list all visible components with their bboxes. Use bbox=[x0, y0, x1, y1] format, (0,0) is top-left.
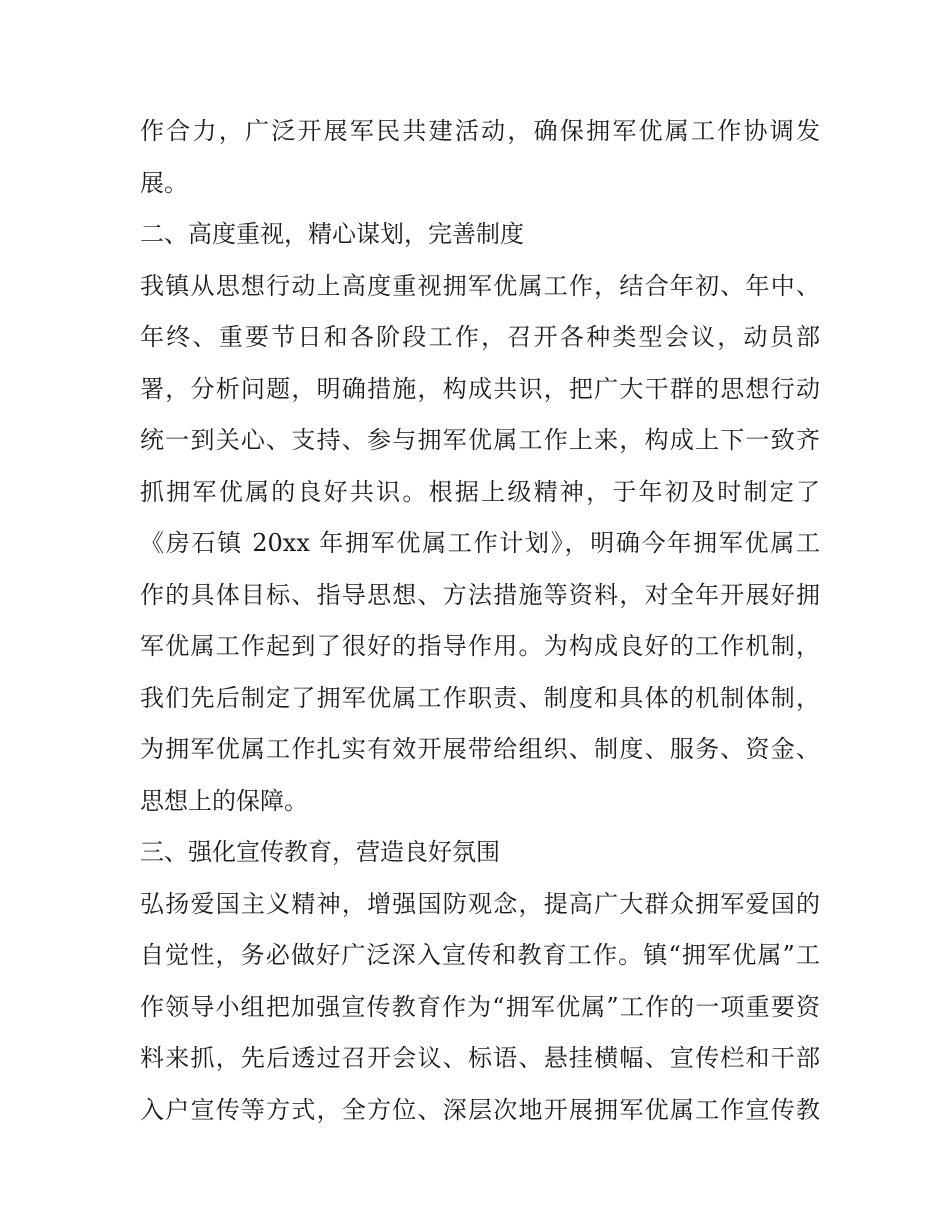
text-line: 我镇从思想行动上高度重视拥军优属工作，结合年初、年中、 bbox=[140, 271, 820, 300]
text-line: 弘扬爱国主义精神，增强国防观念，提高广大群众拥军爱国的 bbox=[140, 889, 820, 918]
text-line: 展。 bbox=[140, 168, 188, 197]
document-body bbox=[140, 106, 820, 1136]
text-line: 《房石镇 20xx 年拥军优属工作计划》，明确今年拥军优属工 bbox=[140, 529, 820, 557]
section-heading: 三、强化宣传教育，营造良好氛围 bbox=[140, 838, 500, 866]
text-line: 署，分析问题，明确措施，构成共识，把广大干群的思想行动 bbox=[140, 374, 820, 403]
text-line: 军优属工作起到了很好的指导作用。为构成良好的工作机制， bbox=[140, 632, 820, 660]
text-line: 统一到关心、支持、参与拥军优属工作上来，构成上下一致齐 bbox=[140, 426, 820, 454]
text-line: 为拥军优属工作扎实有效开展带给组织、制度、服务、资金、 bbox=[140, 735, 820, 763]
text-line: 思想上的保障。 bbox=[140, 786, 308, 815]
text-line: 料来抓，先后透过召开会议、标语、悬挂横幅、宣传栏和干部 bbox=[140, 1044, 820, 1072]
text-line: 作的具体目标、指导思想、方法措施等资料，对全年开展好拥 bbox=[140, 580, 820, 609]
text-line: 我们先后制定了拥军优属工作职责、制度和具体的机制体制， bbox=[140, 683, 820, 712]
text-line: 抓拥军优属的良好共识。根据上级精神，于年初及时制定了 bbox=[140, 477, 820, 506]
text-line: 自觉性，务必做好广泛深入宣传和教育工作。镇“拥军优属”工 bbox=[140, 941, 820, 969]
section-heading: 二、高度重视，精心谋划，完善制度 bbox=[140, 220, 524, 248]
text-line: 年终、重要节日和各阶段工作，召开各种类型会议，动员部 bbox=[140, 323, 820, 351]
text-line: 作合力，广泛开展军民共建活动，确保拥军优属工作协调发 bbox=[140, 117, 820, 145]
text-line: 作领导小组把加强宣传教育作为“拥军优属”工作的一项重要资 bbox=[140, 992, 820, 1021]
text-line: 入户宣传等方式，全方位、深层次地开展拥军优属工作宣传教 bbox=[140, 1095, 820, 1124]
